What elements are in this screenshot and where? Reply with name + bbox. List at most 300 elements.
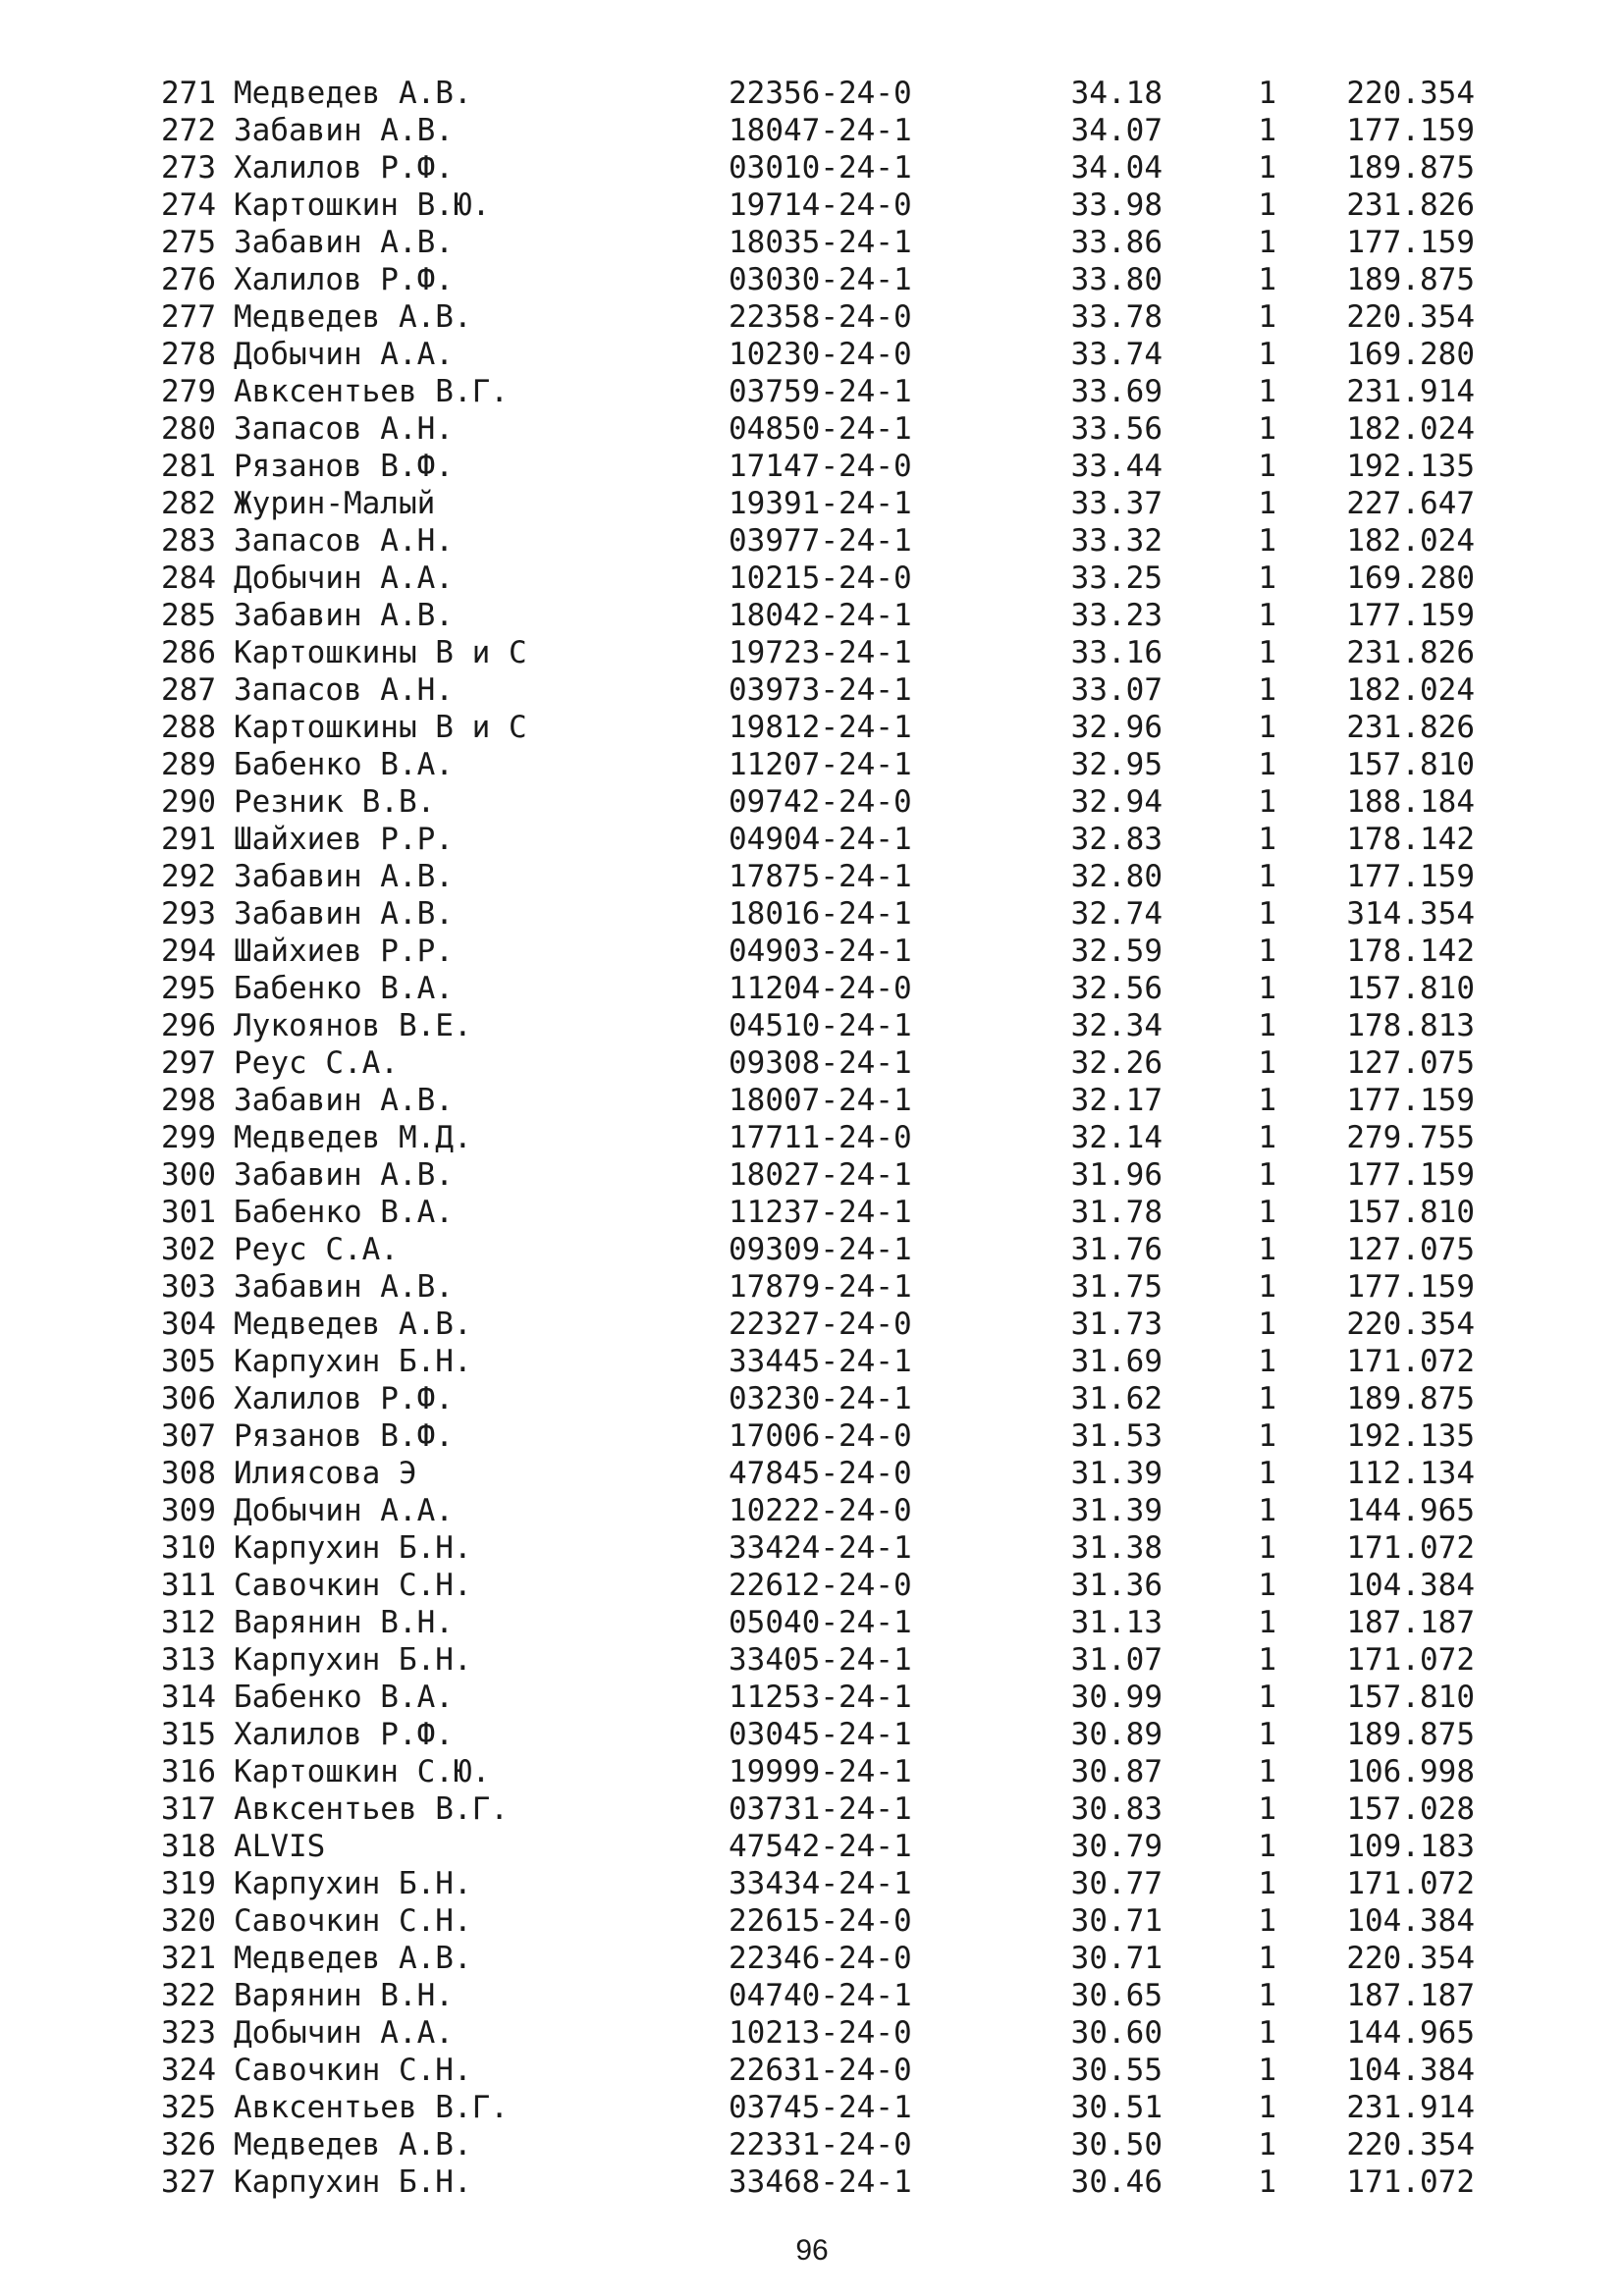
distance-value: 112.134 (1346, 1456, 1475, 1491)
table-row (0, 933, 1624, 970)
participant-name: Шайхиев Р.Р. (234, 934, 454, 969)
distance-value: 171.072 (1346, 1642, 1475, 1678)
ring-code: 10213-24-0 (729, 2015, 912, 2051)
participant-name: Добычин А.А. (234, 1493, 454, 1528)
table-row (0, 485, 1624, 522)
table-row (0, 1343, 1624, 1380)
participant-name: Илиясова Э (234, 1456, 417, 1491)
row-number: 321 (161, 1941, 216, 1976)
ring-code: 11207-24-1 (729, 747, 912, 782)
distance-value: 231.826 (1346, 635, 1475, 670)
participant-name: Медведев А.В. (234, 76, 472, 111)
ring-code: 33405-24-1 (729, 1642, 912, 1678)
count-value: 1 (1258, 1642, 1276, 1678)
ring-code: 19812-24-1 (729, 710, 912, 745)
count-value: 1 (1258, 1754, 1276, 1789)
count-value: 1 (1258, 1269, 1276, 1305)
participant-name: Халилов Р.Ф. (234, 262, 454, 297)
row-number: 297 (161, 1045, 216, 1081)
count-value: 1 (1258, 1903, 1276, 1939)
row-number: 288 (161, 710, 216, 745)
score-value: 31.96 (1070, 1157, 1163, 1193)
distance-value: 157.810 (1346, 1680, 1475, 1715)
score-value: 33.56 (1070, 411, 1163, 447)
count-value: 1 (1258, 1008, 1276, 1043)
count-value: 1 (1258, 2127, 1276, 2163)
ring-code: 47845-24-0 (729, 1456, 912, 1491)
participant-name: Карпухин Б.Н. (234, 1866, 472, 1901)
distance-value: 231.914 (1346, 2090, 1475, 2125)
distance-value: 220.354 (1346, 1307, 1475, 1342)
participant-name: Забавин А.В. (234, 113, 454, 148)
distance-value: 189.875 (1346, 262, 1475, 297)
score-value: 33.80 (1070, 262, 1163, 297)
distance-value: 188.184 (1346, 784, 1475, 820)
score-value: 34.18 (1070, 76, 1163, 111)
distance-value: 231.914 (1346, 374, 1475, 409)
score-value: 32.94 (1070, 784, 1163, 820)
distance-value: 231.826 (1346, 710, 1475, 745)
table-row (0, 2126, 1624, 2163)
score-value: 33.16 (1070, 635, 1163, 670)
score-value: 32.17 (1070, 1083, 1163, 1118)
ring-code: 17006-24-0 (729, 1418, 912, 1454)
score-value: 31.39 (1070, 1456, 1163, 1491)
ring-code: 19714-24-0 (729, 187, 912, 223)
row-number: 299 (161, 1120, 216, 1155)
distance-value: 177.159 (1346, 1083, 1475, 1118)
page-number: 96 (795, 2234, 829, 2267)
participant-name: Медведев А.В. (234, 1941, 472, 1976)
table-row (0, 821, 1624, 858)
participant-name: Добычин А.А. (234, 337, 454, 372)
participant-name: Медведев А.В. (234, 1307, 472, 1342)
distance-value: 182.024 (1346, 672, 1475, 708)
row-number: 308 (161, 1456, 216, 1491)
score-value: 33.32 (1070, 523, 1163, 559)
score-value: 32.26 (1070, 1045, 1163, 1081)
ring-code: 22346-24-0 (729, 1941, 912, 1976)
participant-name: Савочкин С.Н. (234, 2053, 472, 2088)
table-row (0, 2014, 1624, 2052)
ring-code: 33424-24-1 (729, 1530, 912, 1566)
table-row (0, 187, 1624, 224)
score-value: 33.98 (1070, 187, 1163, 223)
row-number: 291 (161, 822, 216, 857)
count-value: 1 (1258, 299, 1276, 335)
distance-value: 192.135 (1346, 1418, 1475, 1454)
participant-name: Запасов А.Н. (234, 411, 454, 447)
distance-value: 220.354 (1346, 1941, 1475, 1976)
ring-code: 18016-24-1 (729, 896, 912, 932)
score-value: 30.89 (1070, 1717, 1163, 1752)
row-number: 283 (161, 523, 216, 559)
distance-value: 177.159 (1346, 1157, 1475, 1193)
ring-code: 03230-24-1 (729, 1381, 912, 1416)
ring-code: 03977-24-1 (729, 523, 912, 559)
participant-name: Бабенко В.А. (234, 1195, 454, 1230)
row-number: 309 (161, 1493, 216, 1528)
ring-code: 10215-24-0 (729, 561, 912, 596)
ring-code: 22358-24-0 (729, 299, 912, 335)
participant-name: Забавин А.В. (234, 1269, 454, 1305)
table-row (0, 298, 1624, 336)
participant-name: Авксентьев В.Г. (234, 374, 509, 409)
score-value: 33.69 (1070, 374, 1163, 409)
ring-code: 10230-24-0 (729, 337, 912, 372)
participant-name: Авксентьев В.Г. (234, 2090, 509, 2125)
table-row (0, 1455, 1624, 1492)
table-row (0, 2089, 1624, 2126)
row-number: 287 (161, 672, 216, 708)
row-number: 322 (161, 1978, 216, 2013)
participant-name: Карпухин Б.Н. (234, 2164, 472, 2200)
ring-code: 17879-24-1 (729, 1269, 912, 1305)
score-value: 32.14 (1070, 1120, 1163, 1155)
score-value: 31.69 (1070, 1344, 1163, 1379)
ring-code: 22612-24-0 (729, 1568, 912, 1603)
table-row (0, 783, 1624, 821)
table-row (0, 261, 1624, 298)
row-number: 298 (161, 1083, 216, 1118)
row-number: 311 (161, 1568, 216, 1603)
table-row (0, 522, 1624, 560)
count-value: 1 (1258, 2164, 1276, 2200)
score-value: 33.07 (1070, 672, 1163, 708)
score-value: 31.38 (1070, 1530, 1163, 1566)
count-value: 1 (1258, 262, 1276, 297)
ring-code: 19391-24-1 (729, 486, 912, 521)
distance-value: 106.998 (1346, 1754, 1475, 1789)
count-value: 1 (1258, 784, 1276, 820)
count-value: 1 (1258, 1605, 1276, 1640)
table-row (0, 2052, 1624, 2089)
count-value: 1 (1258, 1195, 1276, 1230)
ring-code: 03731-24-1 (729, 1791, 912, 1827)
ring-code: 33468-24-1 (729, 2164, 912, 2200)
table-row (0, 1007, 1624, 1044)
distance-value: 171.072 (1346, 1866, 1475, 1901)
row-number: 295 (161, 971, 216, 1006)
ring-code: 09742-24-0 (729, 784, 912, 820)
distance-value: 189.875 (1346, 1717, 1475, 1752)
distance-value: 177.159 (1346, 859, 1475, 894)
participant-name: Савочкин С.Н. (234, 1903, 472, 1939)
table-row (0, 709, 1624, 746)
row-number: 316 (161, 1754, 216, 1789)
participant-name: Варянин В.Н. (234, 1978, 454, 2013)
row-number: 280 (161, 411, 216, 447)
distance-value: 192.135 (1346, 449, 1475, 484)
row-number: 313 (161, 1642, 216, 1678)
participant-name: Бабенко В.А. (234, 971, 454, 1006)
table-row (0, 410, 1624, 448)
table-row (0, 1417, 1624, 1455)
distance-value: 220.354 (1346, 76, 1475, 111)
participant-name: Халилов Р.Ф. (234, 150, 454, 186)
count-value: 1 (1258, 1493, 1276, 1528)
count-value: 1 (1258, 747, 1276, 782)
score-value: 31.78 (1070, 1195, 1163, 1230)
score-value: 33.86 (1070, 225, 1163, 260)
ring-code: 33434-24-1 (729, 1866, 912, 1901)
count-value: 1 (1258, 1307, 1276, 1342)
ring-code: 18042-24-1 (729, 598, 912, 633)
score-value: 32.59 (1070, 934, 1163, 969)
count-value: 1 (1258, 1456, 1276, 1491)
ring-code: 11253-24-1 (729, 1680, 912, 1715)
table-row (0, 1902, 1624, 1940)
table-row (0, 1082, 1624, 1119)
table-row (0, 149, 1624, 187)
count-value: 1 (1258, 1866, 1276, 1901)
count-value: 1 (1258, 1978, 1276, 2013)
score-value: 30.50 (1070, 2127, 1163, 2163)
score-value: 31.76 (1070, 1232, 1163, 1267)
row-number: 278 (161, 337, 216, 372)
score-value: 30.83 (1070, 1791, 1163, 1827)
row-number: 319 (161, 1866, 216, 1901)
table-row (0, 1977, 1624, 2014)
count-value: 1 (1258, 822, 1276, 857)
score-value: 34.07 (1070, 113, 1163, 148)
participant-name: Карпухин Б.Н. (234, 1344, 472, 1379)
ring-code: 18007-24-1 (729, 1083, 912, 1118)
distance-value: 104.384 (1346, 1903, 1475, 1939)
table-row (0, 1641, 1624, 1679)
ring-code: 19723-24-1 (729, 635, 912, 670)
row-number: 296 (161, 1008, 216, 1043)
row-number: 292 (161, 859, 216, 894)
distance-value: 109.183 (1346, 1829, 1475, 1864)
score-value: 33.78 (1070, 299, 1163, 335)
count-value: 1 (1258, 896, 1276, 932)
table-row (0, 671, 1624, 709)
score-value: 30.71 (1070, 1903, 1163, 1939)
distance-value: 279.755 (1346, 1120, 1475, 1155)
row-number: 282 (161, 486, 216, 521)
count-value: 1 (1258, 2090, 1276, 2125)
row-number: 272 (161, 113, 216, 148)
distance-value: 157.810 (1346, 747, 1475, 782)
score-value: 32.83 (1070, 822, 1163, 857)
row-number: 277 (161, 299, 216, 335)
score-value: 32.56 (1070, 971, 1163, 1006)
participant-name: Савочкин С.Н. (234, 1568, 472, 1603)
table-row (0, 1231, 1624, 1268)
count-value: 1 (1258, 1232, 1276, 1267)
row-number: 294 (161, 934, 216, 969)
score-value: 33.44 (1070, 449, 1163, 484)
row-number: 320 (161, 1903, 216, 1939)
table-row (0, 895, 1624, 933)
table-row (0, 1119, 1624, 1156)
table-row (0, 597, 1624, 634)
row-number: 286 (161, 635, 216, 670)
score-value: 30.60 (1070, 2015, 1163, 2051)
count-value: 1 (1258, 1941, 1276, 1976)
row-number: 271 (161, 76, 216, 111)
results-table (0, 75, 1624, 2201)
ring-code: 03045-24-1 (729, 1717, 912, 1752)
participant-name: Реус С.А. (234, 1232, 399, 1267)
score-value: 30.99 (1070, 1680, 1163, 1715)
row-number: 289 (161, 747, 216, 782)
table-row (0, 1865, 1624, 1902)
participant-name: Халилов Р.Ф. (234, 1717, 454, 1752)
participant-name: Добычин А.А. (234, 2015, 454, 2051)
distance-value: 104.384 (1346, 2053, 1475, 2088)
table-row (0, 1156, 1624, 1194)
count-value: 1 (1258, 187, 1276, 223)
row-number: 315 (161, 1717, 216, 1752)
distance-value: 314.354 (1346, 896, 1475, 932)
row-number: 285 (161, 598, 216, 633)
count-value: 1 (1258, 113, 1276, 148)
distance-value: 177.159 (1346, 113, 1475, 148)
distance-value: 220.354 (1346, 2127, 1475, 2163)
distance-value: 189.875 (1346, 1381, 1475, 1416)
distance-value: 144.965 (1346, 2015, 1475, 2051)
distance-value: 144.965 (1346, 1493, 1475, 1528)
ring-code: 17147-24-0 (729, 449, 912, 484)
row-number: 281 (161, 449, 216, 484)
ring-code: 04903-24-1 (729, 934, 912, 969)
count-value: 1 (1258, 598, 1276, 633)
table-row (0, 1604, 1624, 1641)
count-value: 1 (1258, 672, 1276, 708)
table-row (0, 1828, 1624, 1865)
count-value: 1 (1258, 1381, 1276, 1416)
count-value: 1 (1258, 934, 1276, 969)
distance-value: 169.280 (1346, 561, 1475, 596)
table-row (0, 1380, 1624, 1417)
count-value: 1 (1258, 1120, 1276, 1155)
distance-value: 178.813 (1346, 1008, 1475, 1043)
row-number: 273 (161, 150, 216, 186)
table-row (0, 1790, 1624, 1828)
count-value: 1 (1258, 710, 1276, 745)
ring-code: 10222-24-0 (729, 1493, 912, 1528)
count-value: 1 (1258, 1157, 1276, 1193)
count-value: 1 (1258, 76, 1276, 111)
row-number: 317 (161, 1791, 216, 1827)
participant-name: Рязанов В.Ф. (234, 449, 454, 484)
ring-code: 03973-24-1 (729, 672, 912, 708)
distance-value: 187.187 (1346, 1605, 1475, 1640)
count-value: 1 (1258, 486, 1276, 521)
ring-code: 04850-24-1 (729, 411, 912, 447)
score-value: 30.71 (1070, 1941, 1163, 1976)
score-value: 30.77 (1070, 1866, 1163, 1901)
score-value: 32.34 (1070, 1008, 1163, 1043)
participant-name: ALVIS (234, 1829, 326, 1864)
participant-name: Лукоянов В.Е. (234, 1008, 472, 1043)
distance-value: 182.024 (1346, 411, 1475, 447)
score-value: 31.73 (1070, 1307, 1163, 1342)
distance-value: 157.810 (1346, 1195, 1475, 1230)
score-value: 30.55 (1070, 2053, 1163, 2088)
score-value: 31.62 (1070, 1381, 1163, 1416)
score-value: 32.95 (1070, 747, 1163, 782)
row-number: 275 (161, 225, 216, 260)
score-value: 32.74 (1070, 896, 1163, 932)
table-row (0, 1940, 1624, 1977)
count-value: 1 (1258, 1344, 1276, 1379)
distance-value: 178.142 (1346, 934, 1475, 969)
score-value: 33.23 (1070, 598, 1163, 633)
distance-value: 157.810 (1346, 971, 1475, 1006)
count-value: 1 (1258, 1418, 1276, 1454)
count-value: 1 (1258, 1045, 1276, 1081)
table-row (0, 858, 1624, 895)
row-number: 307 (161, 1418, 216, 1454)
ring-code: 05040-24-1 (729, 1605, 912, 1640)
distance-value: 127.075 (1346, 1045, 1475, 1081)
score-value: 30.79 (1070, 1829, 1163, 1864)
table-row (0, 1194, 1624, 1231)
row-number: 325 (161, 2090, 216, 2125)
distance-value: 177.159 (1346, 225, 1475, 260)
participant-name: Карпухин Б.Н. (234, 1642, 472, 1678)
participant-name: Резник В.В. (234, 784, 436, 820)
participant-name: Забавин А.В. (234, 896, 454, 932)
participant-name: Медведев А.В. (234, 2127, 472, 2163)
score-value: 34.04 (1070, 150, 1163, 186)
table-row (0, 2163, 1624, 2201)
row-number: 303 (161, 1269, 216, 1305)
distance-value: 177.159 (1346, 598, 1475, 633)
participant-name: Добычин А.А. (234, 561, 454, 596)
row-number: 279 (161, 374, 216, 409)
table-row (0, 1529, 1624, 1567)
ring-code: 04510-24-1 (729, 1008, 912, 1043)
ring-code: 09308-24-1 (729, 1045, 912, 1081)
count-value: 1 (1258, 1829, 1276, 1864)
score-value: 31.13 (1070, 1605, 1163, 1640)
ring-code: 22331-24-0 (729, 2127, 912, 2163)
participant-name: Шайхиев Р.Р. (234, 822, 454, 857)
row-number: 306 (161, 1381, 216, 1416)
row-number: 284 (161, 561, 216, 596)
distance-value: 189.875 (1346, 150, 1475, 186)
count-value: 1 (1258, 374, 1276, 409)
count-value: 1 (1258, 1717, 1276, 1752)
table-row (0, 970, 1624, 1007)
distance-value: 104.384 (1346, 1568, 1475, 1603)
ring-code: 18027-24-1 (729, 1157, 912, 1193)
ring-code: 03759-24-1 (729, 374, 912, 409)
row-number: 276 (161, 262, 216, 297)
participant-name: Картошкины В и С (234, 710, 527, 745)
ring-code: 11204-24-0 (729, 971, 912, 1006)
distance-value: 171.072 (1346, 1344, 1475, 1379)
participant-name: Реус С.А. (234, 1045, 399, 1081)
score-value: 31.07 (1070, 1642, 1163, 1678)
ring-code: 22615-24-0 (729, 1903, 912, 1939)
score-value: 32.80 (1070, 859, 1163, 894)
row-number: 323 (161, 2015, 216, 2051)
table-row (0, 1716, 1624, 1753)
ring-code: 22631-24-0 (729, 2053, 912, 2088)
row-number: 326 (161, 2127, 216, 2163)
score-value: 30.46 (1070, 2164, 1163, 2200)
ring-code: 03745-24-1 (729, 2090, 912, 2125)
row-number: 305 (161, 1344, 216, 1379)
score-value: 33.37 (1070, 486, 1163, 521)
row-number: 300 (161, 1157, 216, 1193)
ring-code: 04904-24-1 (729, 822, 912, 857)
